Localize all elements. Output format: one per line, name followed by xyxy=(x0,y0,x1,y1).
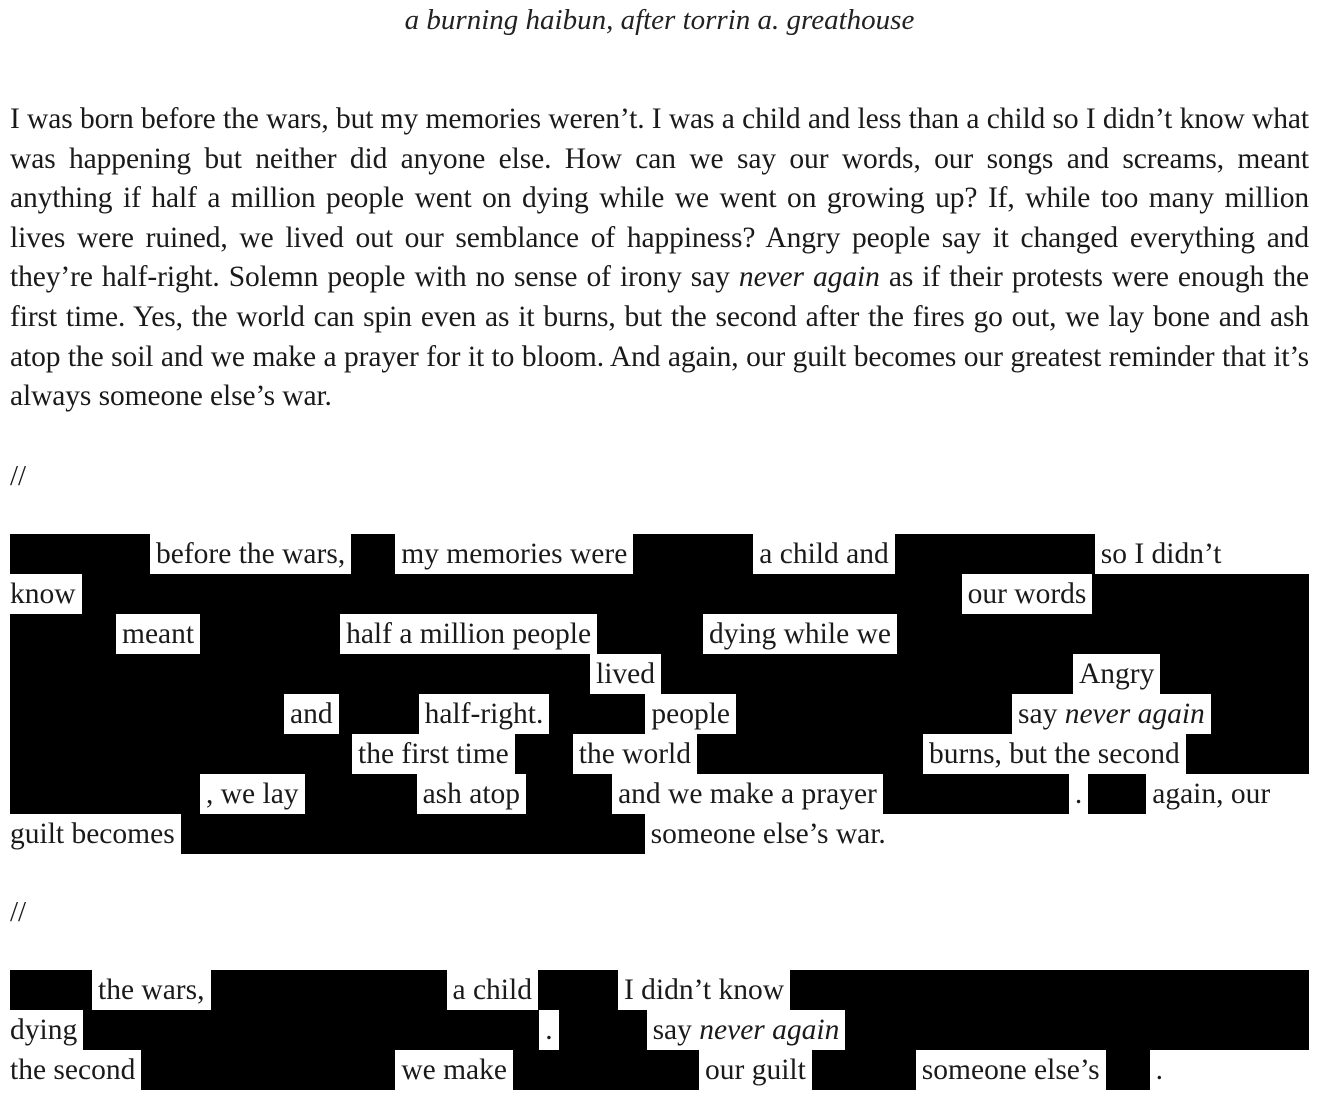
erasure1-line-4 xyxy=(10,654,1309,694)
section-separator: // xyxy=(10,896,27,928)
erasure1-line-2 xyxy=(10,574,1309,614)
redaction-block xyxy=(845,1010,1309,1050)
redaction-block xyxy=(1088,774,1146,814)
erasure-word: I didn’t know xyxy=(623,974,785,1006)
erasure-word: our words xyxy=(967,578,1087,610)
prose-italic: never again xyxy=(738,261,880,294)
erasure-word: half a million people xyxy=(346,618,592,650)
erasure-word-italic: never again xyxy=(1064,698,1205,730)
erasure-word: my memories were xyxy=(401,538,628,570)
redaction-block xyxy=(82,574,962,614)
erasure-word: a child and xyxy=(759,538,889,570)
redaction-block xyxy=(895,534,1095,574)
erasure1-line-7 xyxy=(10,774,1309,814)
erasure-word: dying xyxy=(10,1014,78,1046)
redaction-block xyxy=(10,734,352,774)
redaction-block xyxy=(1106,1050,1150,1090)
redaction-block xyxy=(339,694,419,734)
erasure-word: lived xyxy=(596,658,655,690)
redaction-block xyxy=(883,774,1069,814)
erasure-word: a child xyxy=(452,974,532,1006)
redaction-block xyxy=(10,534,150,574)
erasure-word-plain: say xyxy=(652,1014,700,1046)
erasure-word-plain: say xyxy=(1018,698,1065,730)
erasure-word: before the wars, xyxy=(156,538,346,570)
erasure-word xyxy=(647,1010,846,1050)
erasure1-line-8 xyxy=(10,814,1309,854)
redaction-block xyxy=(897,614,1309,654)
erasure-word: and xyxy=(290,698,333,730)
redaction-block xyxy=(211,970,447,1010)
erasure-word: the first time xyxy=(358,738,509,770)
section-separator: // xyxy=(10,460,27,492)
redaction-block xyxy=(305,774,417,814)
erasure-word: . xyxy=(1155,1054,1163,1086)
erasure-word: we make xyxy=(401,1054,507,1086)
redaction-block xyxy=(526,774,612,814)
redaction-block xyxy=(10,694,284,734)
redaction-block xyxy=(200,614,340,654)
erasure1-line-3 xyxy=(10,614,1309,654)
erasure-word-italic: never again xyxy=(699,1014,840,1046)
erasure-word: someone else’s war. xyxy=(650,818,886,850)
erasure-word: . xyxy=(545,1014,553,1046)
erasure-word: guilt becomes xyxy=(10,818,175,850)
redaction-block xyxy=(1186,734,1309,774)
redaction-block xyxy=(538,970,618,1010)
erasure-word: meant xyxy=(122,618,195,650)
redaction-block xyxy=(812,1050,916,1090)
erasure-word: the world xyxy=(578,738,691,770)
redaction-block xyxy=(597,614,703,654)
erasure-word: half-right. xyxy=(424,698,544,730)
erasure-word: the wars, xyxy=(98,974,205,1006)
erasure2-line-3 xyxy=(10,1050,1309,1090)
redaction-block xyxy=(10,774,200,814)
erasure-word xyxy=(1012,694,1211,734)
erasure-word: ash atop xyxy=(422,778,521,810)
redaction-block xyxy=(181,814,645,854)
redaction-block xyxy=(633,534,753,574)
erasure1-line-6 xyxy=(10,734,1309,774)
erasure-word: people xyxy=(651,698,731,730)
redaction-block xyxy=(515,734,573,774)
prose-text-1: I was born before the wars, but my memories weren’t. I was a child and less than a child so I didn’t know what was happening but neither did anyone else. How can we say our words, our songs and screams, meant anything if half a million people went on dying while we went on growing up? If, while too many million lives were ruined, we lived out our semblance of happiness? Angry people say it changed everything and they’re half-right. Solemn people with no sense of irony say xyxy=(10,103,1309,294)
redaction-block xyxy=(1211,694,1309,734)
redaction-block xyxy=(513,1050,699,1090)
redaction-block xyxy=(10,614,116,654)
redaction-block xyxy=(661,654,1073,694)
erasure-word: the second xyxy=(10,1054,136,1086)
erasure1-line-5 xyxy=(10,694,1309,734)
erasure-word: again, our xyxy=(1152,778,1271,810)
redaction-block xyxy=(790,970,1309,1010)
redaction-block xyxy=(141,1050,395,1090)
erasure-word: so I didn’t xyxy=(1100,538,1222,570)
erasure-word: and we make a prayer xyxy=(618,778,877,810)
erasure-word: our guilt xyxy=(705,1054,806,1086)
poem-title: a burning haibun, after torrin a. greathouse xyxy=(404,4,915,36)
erasure-word: dying while we xyxy=(709,618,891,650)
redaction-block xyxy=(1092,574,1309,614)
redaction-block xyxy=(1160,654,1309,694)
redaction-block xyxy=(697,734,923,774)
erasure-word: know xyxy=(10,578,76,610)
redaction-block xyxy=(83,1010,539,1050)
erasure2-line-1 xyxy=(10,970,1309,1010)
redaction-block xyxy=(351,534,395,574)
erasure-word: Angry xyxy=(1079,658,1155,690)
erasure-word: burns, but the second xyxy=(929,738,1180,770)
erasure-word: . xyxy=(1074,778,1083,810)
prose-paragraph xyxy=(10,100,1309,417)
erasure1-line-1 xyxy=(10,534,1309,574)
redaction-block xyxy=(10,970,92,1010)
erasure2-line-2 xyxy=(10,1010,1309,1050)
redaction-block xyxy=(736,694,1012,734)
redaction-block xyxy=(549,694,645,734)
erasure-word: someone else’s xyxy=(921,1054,1100,1086)
erasure-word: , we lay xyxy=(206,778,299,810)
prose-text-2: as if their protests were enough the first time. Yes, the world can spin even as it burns, but the second after the fires go out, we lay bone and ash atop the soil and we make a prayer for it to bloom. And again, our guilt becomes our greatest reminder that it’s always someone else’s war. xyxy=(10,261,1310,413)
redaction-block xyxy=(559,1010,647,1050)
redaction-block xyxy=(10,654,590,694)
